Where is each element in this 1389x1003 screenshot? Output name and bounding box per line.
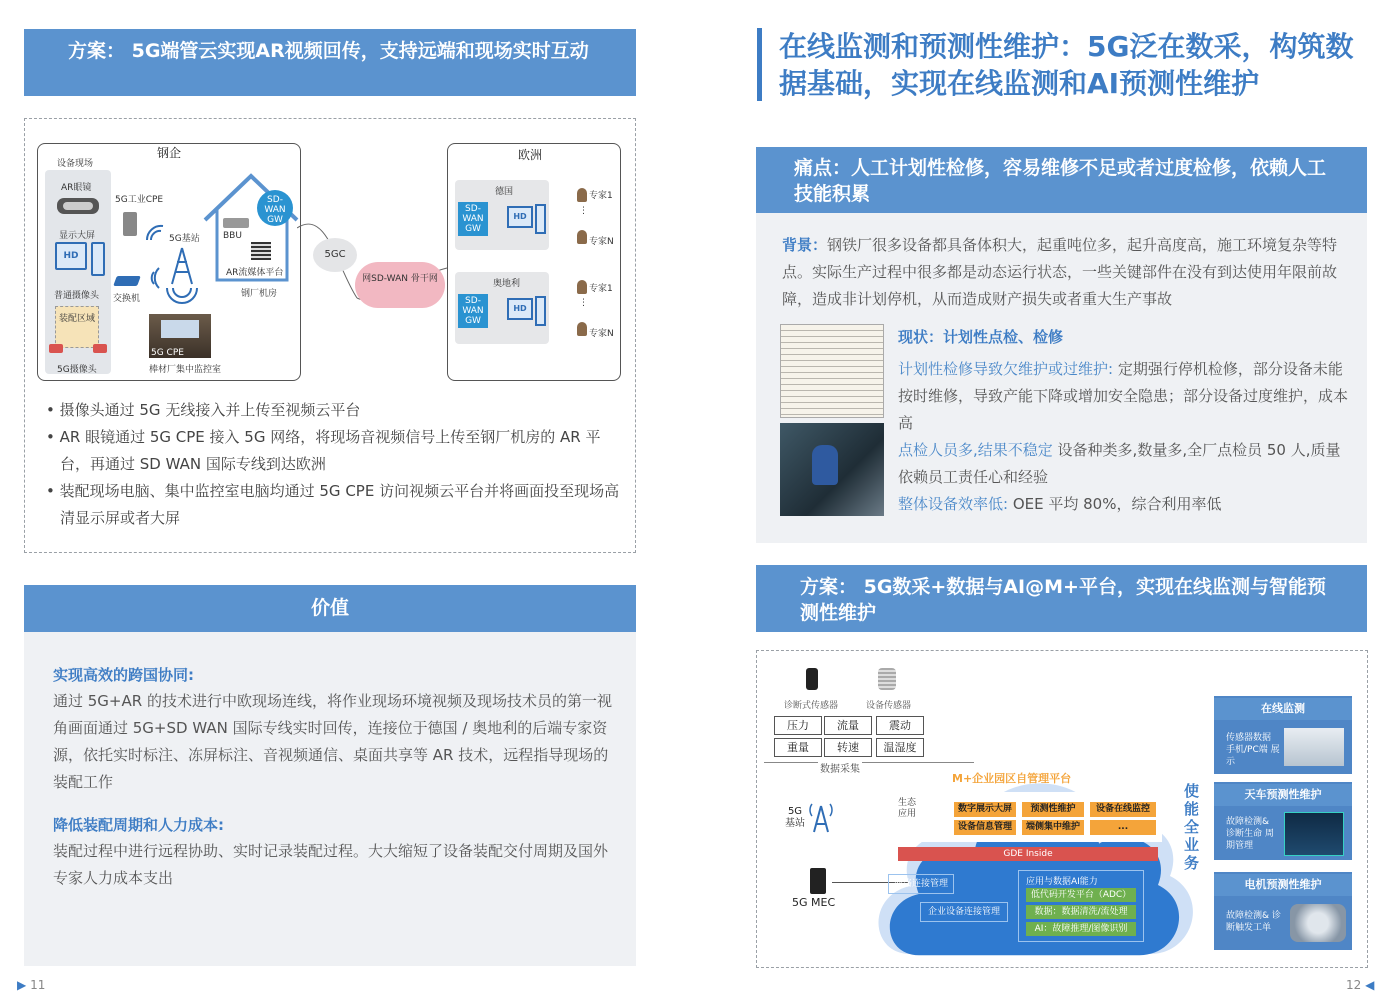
ar-glasses-label: AR眼镜 <box>61 183 92 193</box>
europe-box <box>447 143 621 381</box>
status-item-3-text: OEE 平均 80%，综合利用率低 <box>1008 495 1222 513</box>
cpe-device-icon <box>123 212 137 236</box>
gde-bar <box>898 847 1158 861</box>
app-dashboard: 数字展示大屏 <box>954 802 1016 817</box>
status-item-1-text: 定期强行停机检修，部分设备未能按时维修，导致产能下降或增加安全隐患；部分设备过度维护，成本高 <box>898 360 1349 432</box>
left-solution-title: 方案： 5G端管云实现AR视频回传，支持远端和现场实时互动 <box>68 40 589 62</box>
austria-sdwan-gw <box>458 294 488 328</box>
app-monitor: 设备在线监控 <box>1090 802 1156 817</box>
germany-ellipsis: ⋮ <box>579 206 588 216</box>
dev-conn-box <box>920 902 1008 922</box>
value-heading-1: 实现高效的跨国协同: <box>53 666 194 684</box>
pain-header <box>756 147 1367 213</box>
sdwan-backbone-label: 网SD-WAN 骨干网 <box>362 274 438 284</box>
status-heading: 现状：计划性点检、检修 <box>898 328 1064 346</box>
app-info-mgmt: 设备信息管理 <box>954 820 1016 835</box>
austria-expertN-label: 专家N <box>589 329 614 339</box>
net-mgmt-label: 网络连接管理 <box>893 879 948 889</box>
base-station-icon <box>167 246 197 286</box>
panel-online-monitor-title: 在线监测 <box>1214 698 1352 720</box>
page-arrow-icon: ▶ <box>17 978 27 992</box>
value-body <box>53 662 613 892</box>
assembly-area-label: 装配区域 <box>58 314 95 324</box>
panel-crane-title: 天车预测性维护 <box>1214 784 1352 806</box>
enable-label: 使能全业务 <box>1184 782 1200 872</box>
worker-figure <box>812 445 838 485</box>
austria-expert1-avatar <box>577 280 587 294</box>
ar-glasses-icon <box>53 194 103 220</box>
bullet-item: • 摄像头通过 5G 无线接入并上传至视频云平台 <box>46 401 361 419</box>
sdwan-gw-label: SD-WAN GW <box>264 195 286 225</box>
inspection-book-photo <box>780 324 884 418</box>
right-title-accent <box>757 28 762 101</box>
wifi-down-icon <box>165 284 199 304</box>
ai-proc-label: AI：故障推理/图像识别 <box>1034 924 1128 934</box>
ai-platform-diagram <box>760 656 1360 962</box>
app-edge-maint: 端侧集中维护 <box>1022 820 1084 835</box>
tag-pressure: 压力 <box>774 716 822 735</box>
site-label: 设备现场 <box>57 159 94 169</box>
mec-server-icon <box>810 868 826 894</box>
tag-flow: 流量 <box>824 716 872 735</box>
gde-label: GDE Inside <box>1003 849 1053 859</box>
panel-motor-title: 电机预测性维护 <box>1214 874 1352 896</box>
right-page-title: 在线监测和预测性维护：5G泛在数采，构筑数据基础，实现在线监测和AI预测性维护 <box>779 30 1354 100</box>
status-item-2-text: 设备种类多,数量多,全厂点检员 50 人,质量依赖员工责任心和经验 <box>898 441 1341 486</box>
wifi-signal-icon <box>143 222 167 244</box>
status-block <box>898 324 1353 518</box>
panel-motor-image <box>1290 904 1346 942</box>
mec-label: 5G MEC <box>792 896 836 909</box>
industrial-cpe-label: 5G工业CPE <box>115 195 164 205</box>
germany-gw-label: SD-WAN GW <box>462 204 484 234</box>
cloud-5gc <box>313 238 357 272</box>
steel-enterprise-title: 钢企 <box>157 146 182 160</box>
status-item-2 <box>898 437 1353 491</box>
platform-title: M+企业园区自管理平台 <box>952 772 1072 785</box>
germany-hd-label: HD <box>513 212 527 221</box>
display-label: 显示大屏 <box>59 231 96 241</box>
sdwan-gw-circle <box>257 190 293 226</box>
panel-online-monitor-text: 传感器数据 手机/PC端 展示 <box>1226 733 1280 767</box>
collect-label: 数据采集 <box>818 760 862 775</box>
panel-online-monitor-screen <box>1284 728 1344 766</box>
dev-sensor-label: 设备传感器 <box>866 701 912 711</box>
germany-pc-icon <box>535 204 546 234</box>
cloud-5gc-label: 5GC <box>324 249 346 260</box>
pain-title: 痛点：人工计划性检修，容易维修不足或者过度检修，依赖人工技能积累 <box>794 157 1327 205</box>
germany-expert1-avatar <box>577 188 587 202</box>
server-rack-icon <box>251 242 271 260</box>
germany-sdwan-gw <box>458 202 488 236</box>
dev-conn-label: 企业设备连接管理 <box>927 907 1000 917</box>
app-more: ... <box>1090 820 1156 835</box>
ai-proc-item <box>1026 922 1136 936</box>
camera-5g-label: 5G摄像头 <box>57 365 97 375</box>
value-paragraph-2: 装配过程中进行远程协助、实时记录装配过程。大大缩短了设备装配交付周期及国外专家人力成本支出 <box>53 842 609 887</box>
ai-cap-label: 应用与数据AI能力 <box>1026 877 1098 887</box>
tag-weight: 重量 <box>774 738 822 757</box>
switch-label: 交换机 <box>113 294 141 304</box>
monitor-room-label: 棒材厂集中监控室 <box>149 365 222 375</box>
status-item-3-label: 整体设备效率低: <box>898 495 1009 513</box>
panel-crane-screen <box>1284 812 1344 856</box>
diag-sensor-label: 诊断式传感器 <box>784 701 839 711</box>
right-solution-header <box>756 565 1367 632</box>
page-arrow-left-icon: ◀ <box>1365 978 1375 992</box>
austria-label: 奥地利 <box>493 279 521 289</box>
data-proc-item <box>1026 905 1136 919</box>
cpe-5g-label: 5G CPE <box>151 348 184 358</box>
austria-gw-label: SD-WAN GW <box>462 296 484 326</box>
right-solution-title: 方案： 5G数采+数据与AI@M+平台，实现在线监测与智能预测性维护 <box>800 576 1326 624</box>
background-label: 背景： <box>782 236 828 254</box>
austria-ellipsis: ⋮ <box>579 298 588 308</box>
panel-motor-text: 故障检测& 诊断触发工单 <box>1226 911 1281 933</box>
value-header <box>24 585 636 632</box>
pc-tower-icon <box>91 242 105 276</box>
left-page-num: 11 <box>30 978 46 992</box>
value-title: 价值 <box>310 597 349 619</box>
germany-expertN-avatar <box>577 230 587 244</box>
bullet-item: • AR 眼镜通过 5G CPE 接入 5G 网络，将现场音视频信号上传至钢厂机房的 AR 平台，再通过 SD WAN 国际专线到达欧洲 <box>46 428 601 473</box>
value-paragraph-1: 通过 5G+AR 的技术进行中欧现场连线，将作业现场环境视频及现场技术员的第一视角画面通过 5G+SD WAN 国际专线实时回传，连接位于德国 / 奥地利的后端专家资源，依托实时标注、冻屏标注、音视频通信、桌面共享等 AR 技术，远程指导现场的装配工作 <box>53 692 612 791</box>
monitor-room-screen <box>161 320 199 338</box>
germany-label: 德国 <box>495 187 514 197</box>
panel-crane-text: 故障检测& 诊断生命 周期管理 <box>1226 817 1274 851</box>
monitor-icon <box>55 242 87 270</box>
left-bullet-list <box>28 397 628 532</box>
wifi-left-icon <box>141 266 163 290</box>
status-item-2-label: 点检人员多,结果不稳定 <box>898 441 1053 459</box>
camera-5g-icon <box>45 338 111 362</box>
adc-item <box>1026 888 1136 902</box>
background-text <box>782 232 1352 313</box>
europe-title: 欧洲 <box>518 148 543 162</box>
diag-sensor-icon <box>806 668 818 690</box>
app-predictive: 预测性维护 <box>1022 802 1084 817</box>
germany-expertN-label: 专家N <box>589 237 614 247</box>
left-page-number <box>17 978 45 992</box>
tag-vibration: 震动 <box>876 716 924 735</box>
hd-label: HD <box>63 251 79 261</box>
switch-icon <box>113 276 141 286</box>
background-body: 钢铁厂很多设备都具备体积大，起重吨位多，起升高度高，施工环境复杂等特点。实际生产过程中很多都是动态运行状态，一些关键部件在没有到达使用年限前故障，造成非计划停机，从而造成财产损失或者重大生产事故 <box>782 236 1338 308</box>
germany-monitor-icon <box>507 206 533 228</box>
status-item-1 <box>898 356 1353 437</box>
austria-expert1-label: 专家1 <box>589 284 613 294</box>
austria-monitor-icon <box>507 298 533 320</box>
bbu-device-icon <box>223 218 249 228</box>
base-station-5g-icon <box>808 802 834 834</box>
sdwan-backbone-cloud <box>355 262 445 308</box>
normal-camera-label: 普通摄像头 <box>54 291 100 301</box>
ar-network-diagram <box>37 138 627 386</box>
austria-pc-icon <box>535 296 546 326</box>
machine-room-label: 钢厂机房 <box>241 289 278 299</box>
base-station-label: 5G基站 <box>169 234 200 244</box>
germany-expert1-label: 专家1 <box>589 191 613 201</box>
bullet-item: • 装配现场电脑、集中监控室电脑均通过 5G CPE 访问视频云平台并将画面投至现场高清显示屏或者大屏 <box>46 482 620 527</box>
right-page-num: 12 <box>1346 978 1362 992</box>
right-page-number <box>1346 978 1374 992</box>
value-heading-2: 降低装配周期和人力成本: <box>53 816 224 834</box>
bs-label: 5G 基站 <box>785 806 805 829</box>
left-solution-header <box>24 29 636 96</box>
status-item-1-label: 计划性检修导致欠维护或过维护: <box>898 360 1114 378</box>
tag-temp-humidity: 温湿度 <box>876 738 924 757</box>
status-item-3 <box>898 491 1353 518</box>
ar-platform-label: AR流媒体平台 <box>226 268 284 278</box>
austria-hd-label: HD <box>513 304 527 313</box>
eco-label: 生态 应用 <box>898 798 917 819</box>
tag-speed: 转速 <box>824 738 872 757</box>
adc-label: 低代码开发平台（ADC） <box>1030 890 1132 900</box>
bbu-label: BBU <box>223 231 242 241</box>
net-mgmt-box <box>888 874 954 894</box>
data-proc-label: 数据：数据清洗/流处理 <box>1034 907 1128 917</box>
austria-expertN-avatar <box>577 322 587 336</box>
dev-sensor-icon <box>878 668 896 690</box>
